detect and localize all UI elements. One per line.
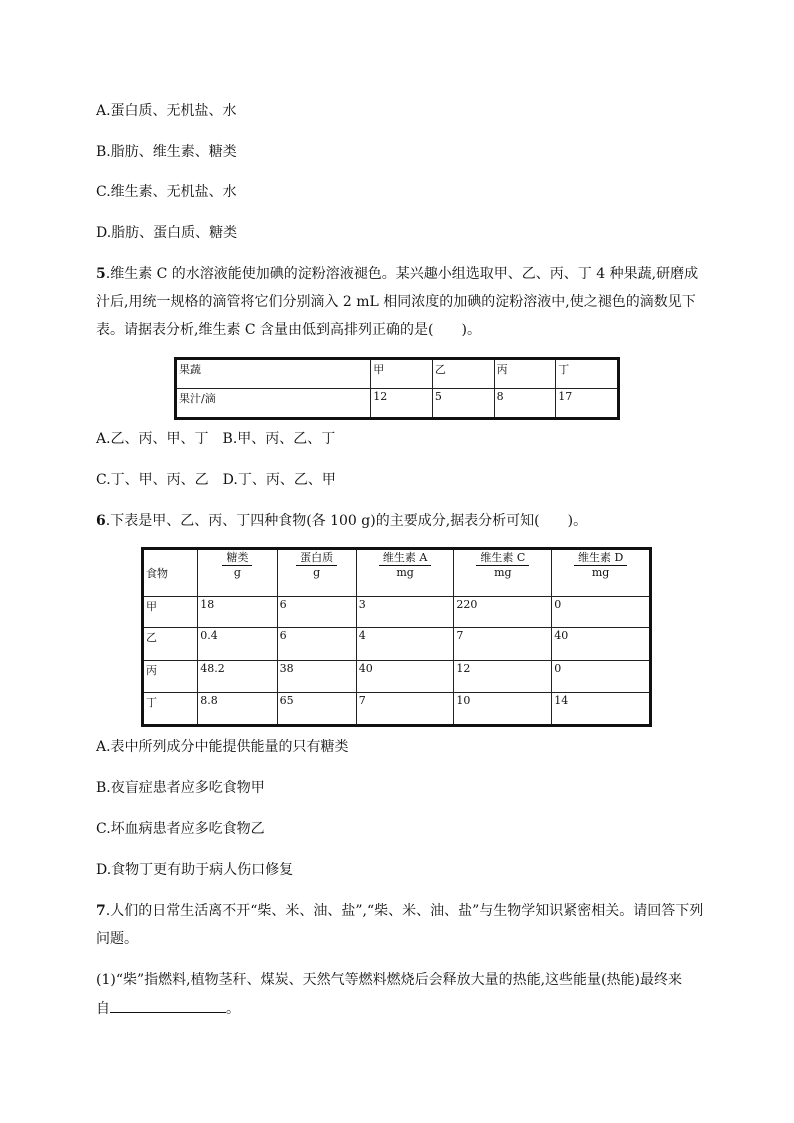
q5-header-cell: 丙: [494, 359, 556, 389]
q7-sub1-line1: (1)“柴”指燃料,植物茎秆、煤炭、天然气等燃料燃烧后会释放大量的热能,这些能量(热能)最终来: [96, 972, 682, 988]
q6-cell: 12: [454, 661, 552, 693]
q6-header-food: 食物: [143, 549, 198, 597]
q6-header-num: 维生素 D: [574, 551, 627, 566]
q5-options-line2: C.丁、甲、丙、乙 D.丁、丙、乙、甲: [96, 472, 336, 488]
q6-stem: [96, 511, 587, 531]
q6-cell: 40: [356, 661, 454, 693]
q6-cell: 10: [454, 693, 552, 726]
q6-cell: 18: [198, 597, 277, 628]
q6-header-unit: mg: [591, 566, 610, 579]
q6-option-c: C.坏血病患者应多吃食物乙: [96, 821, 265, 837]
q6-header-unit: g: [233, 566, 241, 579]
q6-header-num: 维生素 C: [476, 551, 529, 566]
q6-number: 6: [96, 513, 106, 529]
q6-stem-text: .下表是甲、乙、丙、丁四种食物(各 100 g)的主要成分,据表分析可知( )。: [105, 513, 588, 529]
q5-row-cell: 8: [494, 389, 556, 419]
q4-option-c: C.维生素、无机盐、水: [96, 184, 237, 200]
q6-header-unit: mg: [494, 566, 512, 579]
q5-number: 5: [96, 266, 106, 282]
q4-option-d: D.脂肪、蛋白质、糖类: [96, 225, 238, 241]
q6-table: [141, 547, 652, 727]
q5-row-cell: 17: [556, 389, 619, 419]
answer-blank[interactable]: [110, 998, 226, 1013]
q5-stem-line3: 表。请据表分析,维生素 C 含量由低到高排列正确的是( )。: [96, 322, 481, 338]
q6-cell: 38: [277, 661, 356, 693]
q6-cell: 乙: [143, 628, 198, 661]
q6-cell: 7: [356, 693, 454, 726]
q6-cell: 6: [277, 628, 356, 661]
q7-stem-line2: 问题。: [96, 931, 138, 947]
table-row: [143, 661, 651, 693]
q6-header-vita: [356, 549, 454, 597]
q4-option-a: A.蛋白质、无机盐、水: [96, 103, 237, 119]
q6-header-vitc: [454, 549, 552, 597]
q5-header-cell: 丁: [556, 359, 619, 389]
q6-cell: 3: [356, 597, 454, 628]
q6-option-b: B.夜盲症患者应多吃食物甲: [96, 780, 265, 796]
q5-header-cell: 乙: [432, 359, 494, 389]
q6-cell: 丁: [143, 693, 198, 726]
q6-cell: 65: [277, 693, 356, 726]
table-row: [143, 693, 651, 726]
q6-header-num: 维生素 A: [379, 551, 431, 566]
q6-option-d: D.食物丁更有助于病人伤口修复: [96, 862, 294, 878]
q5-options-line1: A.乙、丙、甲、丁 B.甲、丙、乙、丁: [96, 431, 336, 447]
q6-header-num: 糖类: [222, 551, 252, 566]
q6-cell: 0: [552, 597, 651, 628]
q6-cell: 48.2: [198, 661, 277, 693]
q7-sub1-end: 。: [226, 1001, 240, 1017]
q7-sub1-line2: [96, 998, 240, 1019]
q5-row-cell: 果汁/滴: [176, 389, 371, 419]
q5-line1-text: .维生素 C 的水溶液能使加碘的淀粉溶液褪色。某兴趣小组选取甲、乙、丙、丁 4 种果蔬,研磨成: [105, 266, 699, 282]
q6-header-unit: g: [313, 566, 321, 579]
table-row: [143, 597, 651, 628]
q5-table: [174, 357, 620, 420]
q6-cell: 甲: [143, 597, 198, 628]
q7-number: 7: [96, 903, 106, 919]
q6-cell: 丙: [143, 661, 198, 693]
q6-cell: 0: [552, 661, 651, 693]
q5-header-cell: 果蔬: [176, 359, 371, 389]
q6-header-unit: mg: [396, 566, 414, 579]
q6-option-a: A.表中所列成分中能提供能量的只有糖类: [96, 739, 349, 755]
q5-header-cell: 甲: [371, 359, 433, 389]
q6-cell: 40: [552, 628, 651, 661]
q6-cell: 220: [454, 597, 552, 628]
q6-cell: 8.8: [198, 693, 277, 726]
q5-row-cell: 5: [432, 389, 494, 419]
q6-cell: 14: [552, 693, 651, 726]
q7-stem-line1: [96, 901, 703, 921]
table-row: [143, 628, 651, 661]
q6-cell: 7: [454, 628, 552, 661]
q5-stem-line2: 汁后,用统一规格的滴管将它们分别滴入 2 mL 相同浓度的加碘的淀粉溶液中,使之褪色的滴数见下: [96, 294, 696, 310]
q6-cell: 0.4: [198, 628, 277, 661]
q7-sub1-prefix: 自: [96, 1001, 110, 1017]
q6-header-protein: [277, 549, 356, 597]
q4-option-b: B.脂肪、维生素、糖类: [96, 144, 237, 160]
q6-cell: 4: [356, 628, 454, 661]
q7-line1-text: .人们的日常生活离不开“柴、米、油、盐”,“柴、米、油、盐”与生物学知识紧密相关。请回答下列: [105, 903, 704, 919]
q6-cell: 6: [277, 597, 356, 628]
q6-header-num: 蛋白质: [296, 551, 337, 566]
q5-row-cell: 12: [371, 389, 433, 419]
q5-stem-line1: [96, 264, 698, 284]
q6-header-vitd: [552, 549, 651, 597]
q6-header-carb: [198, 549, 277, 597]
